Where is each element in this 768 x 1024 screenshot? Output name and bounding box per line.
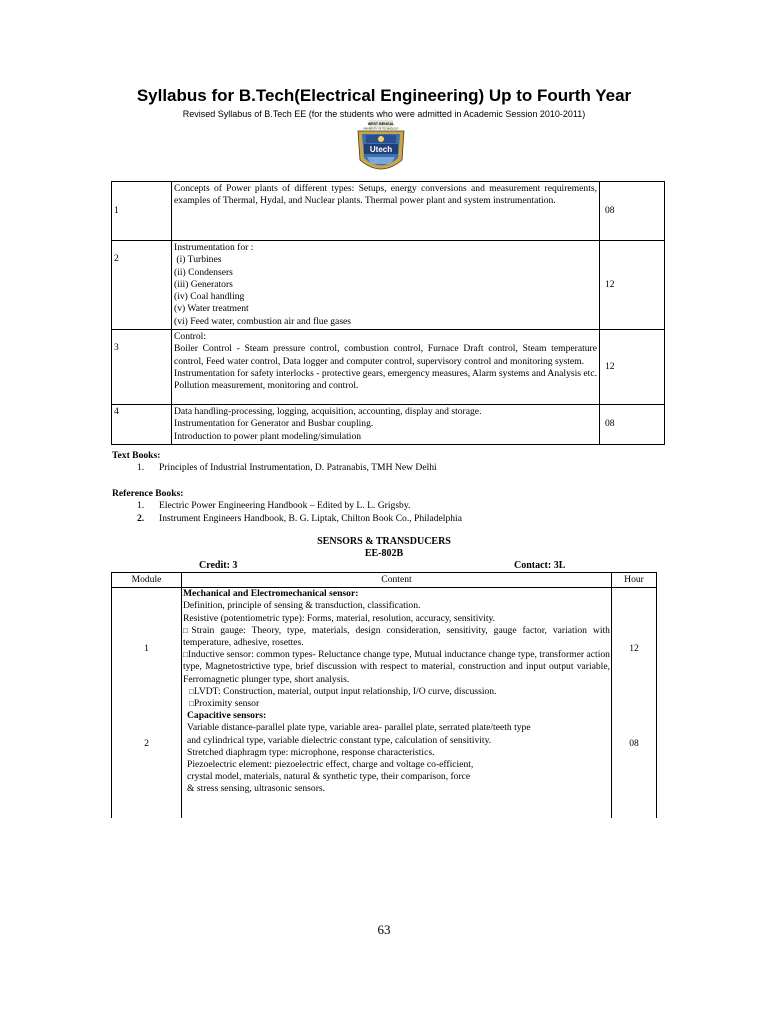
- module-content: Data handling-processing, logging, acquisition, accounting, display and storage. Instrumentation for Generator and Busbar coupling. Introduction to power plant modeling/simulation: [172, 405, 600, 445]
- bullet-box-icon: □: [189, 699, 194, 709]
- sensors-syllabus-table: [111, 572, 657, 818]
- table-header-row: [112, 573, 657, 588]
- list-item: 2. Instrument Engineers Handbook, B. G. Liptak, Chilton Book Co., Philadelphia: [137, 512, 462, 524]
- module-header: Module: [112, 573, 182, 588]
- content-header: Content: [182, 573, 612, 588]
- text-books-heading: Text Books:: [112, 450, 161, 461]
- bullet-box-icon: □: [183, 650, 188, 660]
- course-code: EE-802B: [364, 548, 404, 559]
- module-number: 4: [112, 405, 172, 445]
- module-hours: 12: [600, 241, 665, 330]
- hour-header: Hour: [612, 573, 657, 588]
- credit-label: Credit: 3: [199, 560, 238, 571]
- bullet-box-icon: □: [183, 625, 192, 635]
- module-number: 3: [112, 330, 172, 405]
- list-item: 1. Electric Power Engineering Handbook – Edited by L. L. Grigsby.: [137, 500, 411, 512]
- reference-books-section: [112, 488, 462, 525]
- module-hours: 12: [600, 330, 665, 405]
- page-title: Syllabus for B.Tech(Electrical Engineering) Up to Fourth Year: [136, 86, 632, 105]
- university-logo: [355, 120, 407, 178]
- module-content: Concepts of Power plants of different types: Setups, energy conversions and measurement requirements, examples of Thermal, Hydal, and Nuclear plants. Thermal power plant and system instrumentation.: [172, 182, 600, 241]
- module-number: 1: [112, 182, 172, 241]
- table-row: [112, 241, 665, 330]
- module-hours: 08: [600, 405, 665, 445]
- logo-top-text: WEST BENGAL: [367, 122, 395, 126]
- module-number: 2: [112, 241, 172, 330]
- module-hours: 12: [612, 588, 657, 711]
- page-subtitle: Revised Syllabus of B.Tech EE (for the students who were admitted in Academic Session 2010-2011): [182, 109, 586, 119]
- page-number: 63: [377, 922, 391, 937]
- module-content: Capacitive sensors: Variable distance-parallel plate type, variable area- parallel plate, serrated plate/teeth type and cylindrical type, variable dielectric constant type, calculation of sensitivity. Stretched diaphragm type: microphone, response characteristics. Piezoelectric element: piezoelectric effect, charge and voltage co-efficient, crystal model, materials, natural & synthetic type, their comparison, force & stress sensing, ultrasonic sensors.: [182, 710, 612, 818]
- module-content: Mechanical and Electromechanical sensor: Definition, principle of sensing & transduction, classification. Resistive (potentiometric type): Forms, material, resolution, accuracy, sensitivity. □Strain gauge: Theory, type, materials, design consideration, sensitivity, gauge factor, variation with temperature, adhesive, rosettes. □Inductive sensor: common types- Reluctance change type, Mutual inductance change type, transformer action type, Magnetostrictive type, brief discussion with respect to material, construction and input output variable, Ferromagnetic plunger type, short analysis. □LVDT: Construction, material, output input relationship, I/O curve, discussion. □Proximity sensor: [183, 588, 610, 710]
- table-row: [112, 710, 657, 818]
- table-row: [112, 330, 665, 405]
- logo-name: Utech: [369, 145, 393, 154]
- contact-label: Contact: 3L: [514, 560, 566, 571]
- list-item: 1. Principles of Industrial Instrumentation, D. Patranabis, TMH New Delhi: [137, 462, 437, 474]
- table-row: [112, 405, 665, 445]
- reference-books-heading: Reference Books:: [112, 488, 184, 499]
- logo-sub-text: UNIVERSITY OF TECHNOLOGY: [363, 127, 399, 131]
- text-books-section: [112, 450, 437, 475]
- module-number: 1: [112, 588, 182, 711]
- table-row: [112, 588, 657, 711]
- power-plant-syllabus-table: [111, 181, 665, 445]
- module-hours: 08: [612, 710, 657, 818]
- module-content: Control: Boiler Control - Steam pressure control, combustion control, Furnace Draft control, Steam temperature control, Feed water control, Data logger and computer control, supervisory control and monitoring system. Instrumentation for safety interlocks - protective gears, emergency measures, Alarm systems and Analysis etc. Pollution measurement, monitoring and control.: [172, 330, 600, 405]
- module-number: 2: [112, 710, 182, 818]
- table-row: [112, 182, 665, 241]
- course-title: SENSORS & TRANSDUCERS: [317, 536, 451, 547]
- module-content: Instrumentation for : (i) Turbines (ii) Condensers (iii) Generators (iv) Coal handling (v) Water treatment (vi) Feed water, combustion air and flue gases: [172, 241, 600, 330]
- module-hours: 08: [600, 182, 665, 241]
- bullet-box-icon: □: [189, 686, 194, 696]
